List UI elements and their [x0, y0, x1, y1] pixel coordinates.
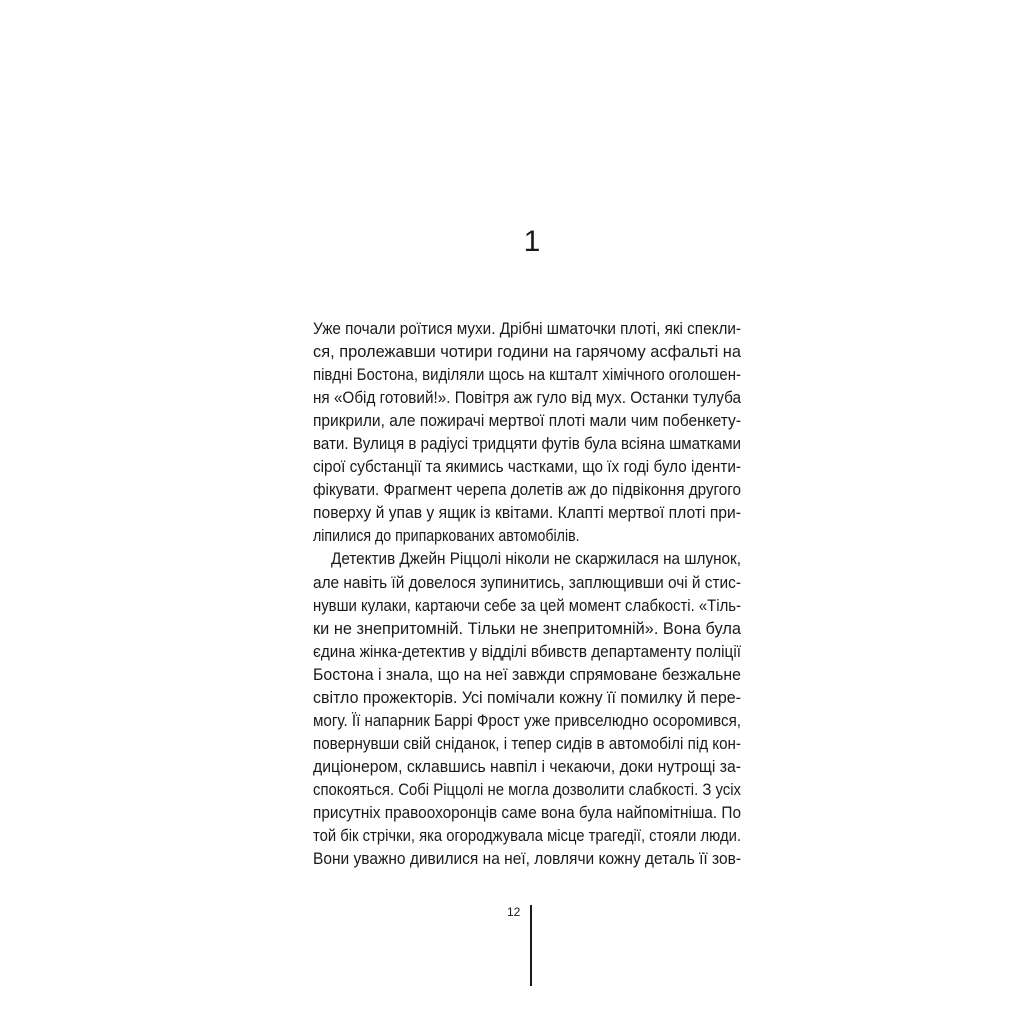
- chapter-number: 1: [523, 225, 541, 258]
- text-line-content: але навіть їй довелося зупинитись, заплющивши очі й стис-: [313, 573, 741, 592]
- text-line-content: могу. Її напарник Баррі Фрост уже привселюдно осоромився,: [313, 711, 741, 730]
- text-line: [313, 733, 741, 756]
- text-line-content: єдина жінка-детектив у відділі вбивств департаменту поліції: [313, 642, 741, 661]
- text-line: [313, 341, 741, 364]
- text-line-content: спокояться. Собі Ріццолі не могла дозволити слабкості. З усіх: [313, 780, 741, 799]
- text-line: [313, 618, 741, 641]
- text-line: [313, 572, 741, 595]
- text-line-content: сірої субстанції та якимись частками, що їх годі було іденти-: [313, 458, 741, 477]
- text-line-content: Уже почали роїтися мухи. Дрібні шматочки плоті, які спекли-: [313, 320, 741, 338]
- text-line-content: ліпилися до припаркованих автомобілів.: [313, 527, 580, 546]
- text-line-content: півдні Бостона, виділяли щось на кшталт хімічного оголошен-: [313, 366, 741, 385]
- text-line: [313, 687, 741, 710]
- text-line-content: нувши кулаки, картаючи себе за цей момент слабкості. «Тіль-: [313, 596, 741, 615]
- text-line-content: вати. Вулиця в радіусі тридцяти футів була всіяна шматками: [313, 435, 741, 454]
- page-number-rule: [530, 905, 532, 986]
- text-line: [313, 387, 741, 410]
- text-line: [313, 825, 741, 848]
- text-line: [313, 756, 741, 779]
- text-line-content: ки не знепритомній. Тільки не знепритомній». Вона була: [313, 619, 741, 638]
- text-line: [313, 502, 741, 525]
- text-line-content: Детектив Джейн Ріццолі ніколи не скаржилася на шлунок,: [331, 550, 741, 569]
- text-line-content: Бостона і знала, що на неї завжди спрямоване безжальне: [313, 665, 741, 684]
- body-text: [313, 318, 741, 871]
- text-line: [313, 595, 741, 618]
- text-line: [313, 779, 741, 802]
- text-line: [313, 410, 741, 433]
- text-line-content: поверху й упав у ящик із квітами. Клапті мертвої плоті при-: [313, 504, 741, 523]
- text-line-content: ся, пролежавши чотири години на гарячому асфальті на: [313, 343, 741, 362]
- text-line: [313, 318, 741, 341]
- text-line-content: світло прожекторів. Усі помічали кожну її помилку й пере-: [313, 688, 741, 707]
- text-line-content: присутніх правоохоронців саме вона була найпомітніша. По: [313, 803, 741, 822]
- text-line-content: Вони уважно дивилися на неї, ловлячи кожну деталь її зов-: [313, 850, 741, 869]
- text-line: [313, 456, 741, 479]
- text-line: [313, 802, 741, 825]
- text-line-content: повернувши свій сніданок, і тепер сидів в автомобілі під кон-: [313, 734, 741, 753]
- text-line-content: диціонером, склавшись навпіл і чекаючи, доки нутрощі за-: [313, 757, 741, 776]
- text-line: [313, 364, 741, 387]
- text-line-content: той бік стрічки, яка огороджувала місце трагедії, стояли люди.: [313, 827, 741, 846]
- text-line: [313, 848, 741, 871]
- text-line-content: ня «Обід готовий!». Повітря аж гуло від мух. Останки тулуба: [313, 389, 741, 408]
- text-line: [313, 525, 741, 548]
- text-line: [313, 641, 741, 664]
- text-line-content: фікувати. Фрагмент черепа долетів аж до підвіконня другого: [313, 481, 741, 500]
- text-line: [313, 710, 741, 733]
- text-line: [313, 433, 741, 456]
- text-line: [313, 479, 741, 502]
- text-line: [313, 548, 741, 571]
- page-number: 12: [507, 905, 521, 919]
- text-line-content: прикрили, але пожирачі мертвої плоті мали чим побенкету-: [313, 412, 741, 431]
- text-line: [313, 664, 741, 687]
